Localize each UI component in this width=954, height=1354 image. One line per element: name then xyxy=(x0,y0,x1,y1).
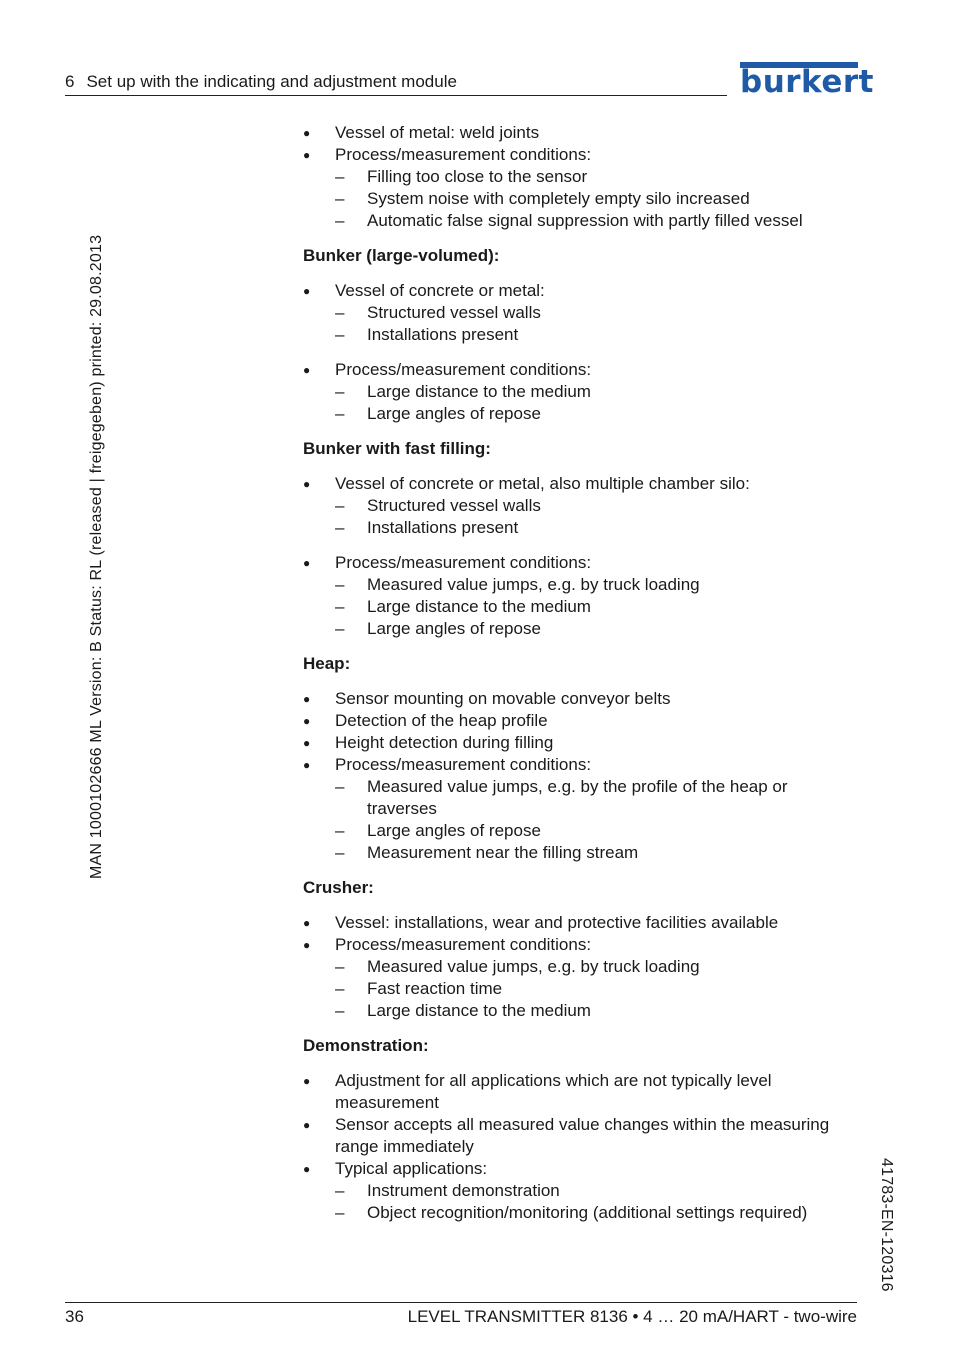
section-heading: Crusher: xyxy=(303,878,374,897)
dash-glyph: – xyxy=(335,1203,345,1222)
list-item: ● Process/measurement conditions: xyxy=(303,552,873,574)
sub-item: – Measurement near the filling stream xyxy=(335,843,639,862)
section-heading: Demonstration: xyxy=(303,1036,429,1055)
dash-glyph: – xyxy=(335,597,345,616)
sub-item: – Measured value jumps, e.g. by truck loading xyxy=(335,575,700,594)
dash-glyph: – xyxy=(335,1001,345,1020)
dash-glyph: – xyxy=(335,303,345,322)
list-item: ● Vessel of concrete or metal: xyxy=(303,280,873,302)
dash-glyph: – xyxy=(335,777,345,796)
dash-glyph: – xyxy=(335,325,345,344)
sub-item: – System noise with completely empty silo increased xyxy=(335,189,750,208)
sub-item: – Large angles of repose xyxy=(335,404,541,423)
dash-glyph: – xyxy=(335,211,345,230)
main-content xyxy=(303,122,873,1224)
sub-item: – Object recognition/monitoring (additional settings required) xyxy=(335,1203,808,1222)
list-item-continuation: measurement xyxy=(335,1093,439,1112)
burkert-logo xyxy=(740,62,874,100)
list-item: ● Sensor mounting on movable conveyor belts xyxy=(303,688,873,710)
sub-item: – Large distance to the medium xyxy=(335,1001,591,1020)
sub-item: – Large distance to the medium xyxy=(335,382,591,401)
list-item: ● Sensor accepts all measured value changes within the measuring xyxy=(303,1114,873,1136)
dash-glyph: – xyxy=(335,167,345,186)
dash-glyph: – xyxy=(335,382,345,401)
dash-glyph: – xyxy=(335,518,345,537)
dash-glyph: – xyxy=(335,619,345,638)
sub-item-continuation: traverses xyxy=(367,799,437,818)
list-item: ● Height detection during filling xyxy=(303,732,873,754)
dash-glyph: – xyxy=(335,189,345,208)
section-heading: Bunker (large-volumed): xyxy=(303,246,500,265)
sub-item: – Large angles of repose xyxy=(335,821,541,840)
dash-glyph: – xyxy=(335,821,345,840)
dash-glyph: – xyxy=(335,843,345,862)
dash-glyph: – xyxy=(335,404,345,423)
sub-item: – Measured value jumps, e.g. by truck loading xyxy=(335,957,700,976)
list-item: ● Typical applications: xyxy=(303,1158,873,1180)
sub-item: – Structured vessel walls xyxy=(335,303,541,322)
list-item-continuation: range immediately xyxy=(335,1137,474,1156)
list-item: ● Process/measurement conditions: xyxy=(303,934,873,956)
dash-glyph: – xyxy=(335,957,345,976)
list-item: ● Adjustment for all applications which are not typically level xyxy=(303,1070,873,1092)
section-number: 6 xyxy=(65,72,75,91)
list-item: ● Detection of the heap profile xyxy=(303,710,873,732)
section-heading: Bunker with fast filling: xyxy=(303,439,491,458)
sub-item: – Installations present xyxy=(335,325,519,344)
sub-item: – Large distance to the medium xyxy=(335,597,591,616)
list-item: ● Process/measurement conditions: xyxy=(303,754,873,776)
dash-glyph: – xyxy=(335,979,345,998)
sub-item: – Fast reaction time xyxy=(335,979,503,998)
dash-glyph: – xyxy=(335,575,345,594)
sub-item: – Installations present xyxy=(335,518,519,537)
footer-divider xyxy=(65,1302,857,1303)
dash-glyph: – xyxy=(335,1181,345,1200)
list-item: ● Vessel of concrete or metal, also multiple chamber silo: xyxy=(303,473,873,495)
sub-item: – Instrument demonstration xyxy=(335,1181,560,1200)
section-title: Set up with the indicating and adjustment module xyxy=(86,72,457,91)
section-heading: Heap: xyxy=(303,654,351,673)
list-item: ● Vessel of metal: weld joints xyxy=(303,122,873,144)
page-header xyxy=(65,71,727,96)
sub-item: – Measured value jumps, e.g. by the profile of the heap or xyxy=(335,777,788,796)
sub-item: – Automatic false signal suppression with partly filled vessel xyxy=(335,211,803,230)
list-item: ● Process/measurement conditions: xyxy=(303,144,873,166)
dash-glyph: – xyxy=(335,496,345,515)
list-item: ● Process/measurement conditions: xyxy=(303,359,873,381)
sub-item: – Structured vessel walls xyxy=(335,496,541,515)
footer-title: LEVEL TRANSMITTER 8136 • 4 … 20 mA/HART - two-wire xyxy=(407,1307,857,1326)
page-number: 36 xyxy=(65,1307,84,1326)
logo-word: burkert xyxy=(740,64,874,100)
sub-item: – Large angles of repose xyxy=(335,619,541,638)
side-print-info: MAN 1000102666 ML Version: B Status: RL (released | freigegeben) printed: 29.08.2013 xyxy=(88,234,105,879)
document-id: 41783-EN-120316 xyxy=(878,1158,895,1292)
list-item: ● Vessel: installations, wear and protective facilities available xyxy=(303,912,873,934)
sub-item: – Filling too close to the sensor xyxy=(335,167,588,186)
